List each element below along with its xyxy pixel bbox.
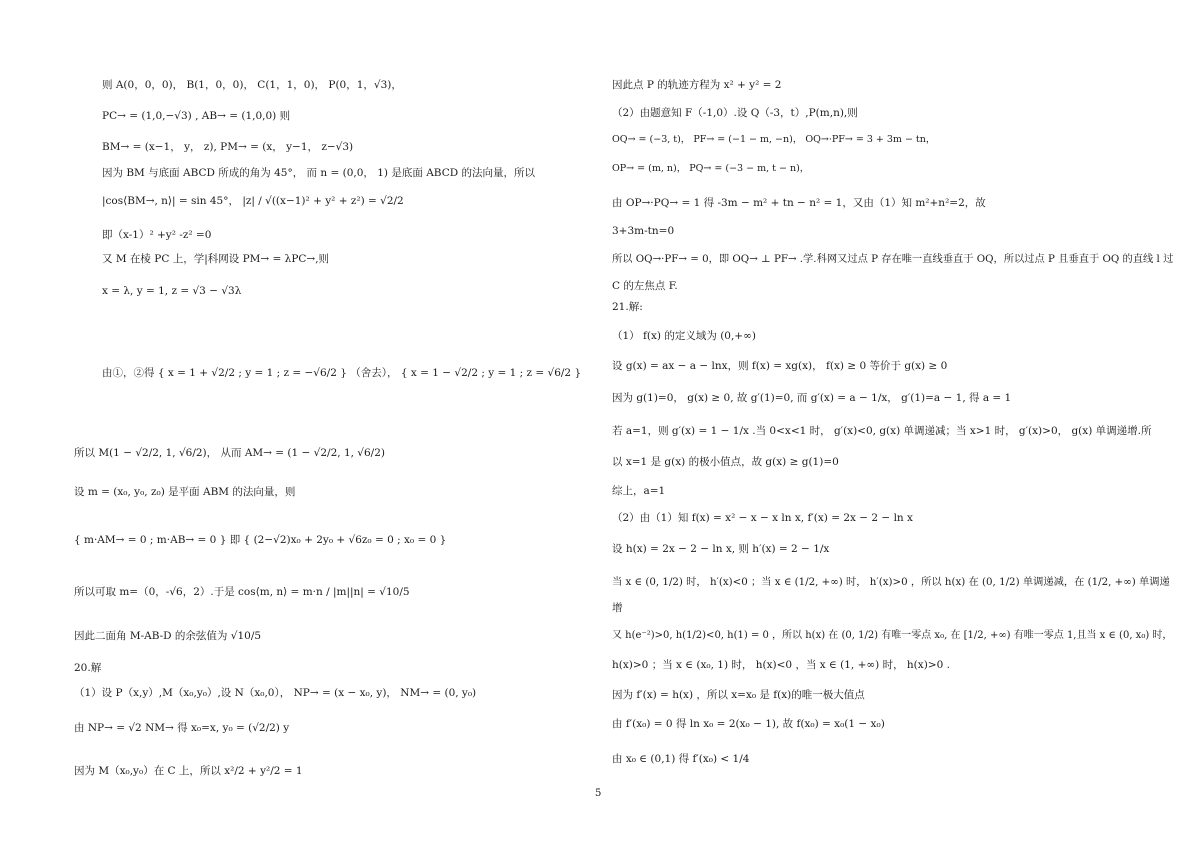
left-line-7: 又 M 在棱 PC 上，学|科网设 PM→ = λPC→,则: [102, 253, 330, 265]
right-line-23: 由 f′(x₀) = 0 得 ln x₀ = 2(x₀ − 1), 故 f(x₀) = x₀(1 − x₀): [612, 718, 885, 730]
left-line-1: 则 A(0，0，0)， B(1，0，0)， C(1，1，0)， P(0，1，√3)，: [102, 79, 402, 91]
right-line-6: 3+3m-tn=0: [612, 225, 675, 237]
left-line-13: 所以可取 m=（0，-√6，2）.于是 cos⟨m, n⟩ = m·n / |m||n| = √10/5: [74, 586, 410, 598]
right-line-16: （2）由（1）知 f(x) = x² − x − x ln x, f′(x) = 2x − 2 − ln x: [612, 512, 913, 524]
right-line-18: 当 x ∈ (0, 1/2) 时， h′(x)<0 ；当 x ∈ (1/2, +∞) 时， h′(x)>0 ，所以 h(x) 在 (0, 1/2) 单调递减，在 (1/2, +∞) 单调递: [612, 576, 1170, 588]
left-line-5: |cos⟨BM→, n⟩| = sin 45°， |z| / √((x−1)² + y² + z²) = √2/2: [102, 195, 404, 207]
right-line-2: （2）由题意知 F（-1,0）.设 Q（-3，t）,P(m,n),则: [612, 107, 858, 119]
right-line-21: h(x)>0 ；当 x ∈ (x₀, 1) 时， h(x)<0 ，当 x ∈ (1, +∞) 时， h(x)>0 .: [612, 659, 950, 671]
left-line-8: x = λ, y = 1, z = √3 − √3λ: [102, 285, 242, 297]
right-line-20: 又 h(e⁻²)>0, h(1/2)<0, h(1) = 0 ，所以 h(x) 在 (0, 1/2) 有唯一零点 x₀, 在 [1/2, +∞) 有唯一零点 1,且当 x ∈ (0, x₀) 时，: [612, 630, 1173, 641]
left-line-12: { m·AM→ = 0 ; m·AB→ = 0 } 即 { (2−√2)x₀ + 2y₀ + √6z₀ = 0 ; x₀ = 0 }: [74, 534, 447, 546]
right-line-7: 所以 OQ→·PF→ = 0，即 OQ→ ⊥ PF→ .学.科网又过点 P 存在唯一直线垂直于 OQ，所以过点 P 且垂直于 OQ 的直线 l 过: [612, 253, 1174, 265]
left-line-16: （1）设 P（x,y）,M（x₀,y₀）,设 N（x₀,0）， NP→ = (x − x₀, y)， NM→ = (0, y₀): [74, 687, 477, 699]
page-number: 5: [595, 788, 602, 799]
left-line-11: 设 m = (x₀, y₀, z₀) 是平面 ABM 的法向量，则: [74, 486, 296, 498]
left-line-15: 20.解: [74, 662, 102, 674]
left-line-10: 所以 M(1 − √2/2, 1, √6/2)， 从而 AM→ = (1 − √2/2, 1, √6/2): [74, 447, 385, 459]
right-line-4: OP→ = (m, n)， PQ→ = (−3 − m, t − n)，: [612, 163, 810, 174]
right-line-22: 因为 f′(x) = h(x) ，所以 x=x₀ 是 f(x)的唯一极大值点: [612, 689, 865, 701]
left-line-9: 由①，②得 { x = 1 + √2/2 ; y = 1 ; z = −√6/2 } （舍去）， { x = 1 − √2/2 ; y = 1 ; z = √6/2 }: [102, 367, 582, 379]
right-line-10: （1） f(x) 的定义域为 (0,+∞): [612, 330, 756, 342]
left-line-3: BM→ = (x−1， y， z), PM→ = (x， y−1， z−√3): [102, 141, 354, 153]
right-line-1: 因此点 P 的轨迹方程为 x² + y² = 2: [612, 79, 782, 91]
right-line-5: 由 OP→·PQ→ = 1 得 -3m − m² + tn − n² = 1，又由（1）知 m²+n²=2，故: [612, 197, 986, 209]
right-line-11: 设 g(x) = ax − a − lnx，则 f(x) = xg(x)， f(x) ≥ 0 等价于 g(x) ≥ 0: [612, 360, 948, 372]
left-line-14: 因此二面角 M-AB-D 的余弦值为 √10/5: [74, 630, 262, 642]
right-line-13: 若 a=1，则 g′(x) = 1 − 1/x .当 0<x<1 时， g′(x)<0, g(x) 单调递减；当 x>1 时， g′(x)>0， g(x) 单调递增.所: [612, 425, 1152, 437]
right-line-9: 21.解:: [612, 301, 643, 313]
right-line-12: 因为 g(1)=0， g(x) ≥ 0, 故 g′(1)=0, 而 g′(x) = a − 1/x， g′(1)=a − 1, 得 a = 1: [612, 392, 1012, 404]
right-line-8: C 的左焦点 F.: [612, 280, 678, 292]
right-line-17: 设 h(x) = 2x − 2 − ln x, 则 h′(x) = 2 − 1/x: [612, 543, 830, 555]
right-line-15: 综上，a=1: [612, 485, 666, 497]
left-line-17: 由 NP→ = √2 NM→ 得 x₀=x, y₀ = (√2/2) y: [74, 722, 290, 734]
right-line-3: OQ→ = (−3, t)， PF→ = (−1 − m, −n)， OQ→·PF→ = 3 + 3m − tn，: [612, 134, 936, 145]
right-line-24: 由 x₀ ∈ (0,1) 得 f′(x₀) < 1/4: [612, 753, 750, 765]
right-line-14: 以 x=1 是 g(x) 的极小值点，故 g(x) ≥ g(1)=0: [612, 456, 839, 468]
left-line-18: 因为 M（x₀,y₀）在 C 上，所以 x²/2 + y²/2 = 1: [74, 765, 303, 777]
left-line-4: 因为 BM 与底面 ABCD 所成的角为 45°， 而 n = (0,0， 1) 是底面 ABCD 的法向量，所以: [102, 167, 535, 179]
left-line-6: 即（x-1）² +y² -z² =0: [102, 229, 212, 241]
left-line-2: PC→ = (1,0,−√3) , AB→ = (1,0,0) 则: [102, 110, 291, 122]
right-line-19: 增: [612, 602, 623, 614]
